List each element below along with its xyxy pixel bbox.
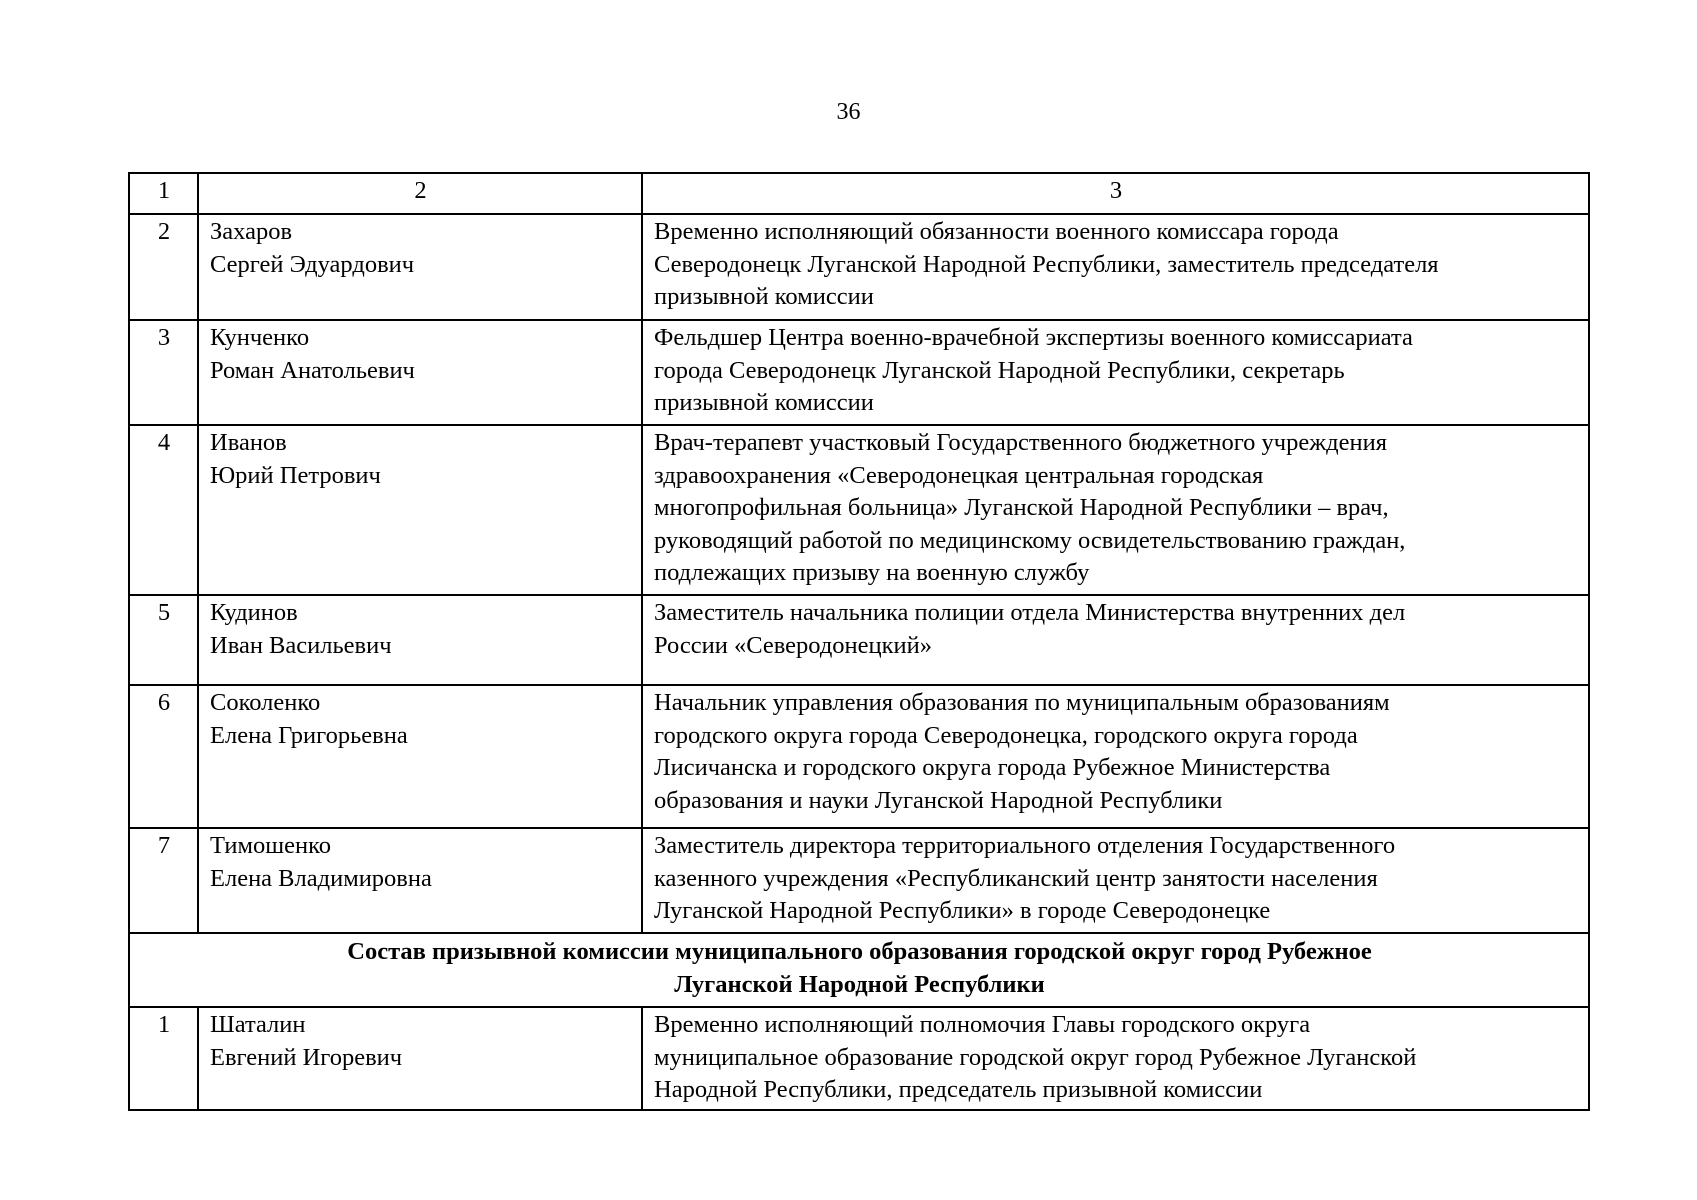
surname: Захаров (210, 218, 293, 245)
section-title-line: Луганской Народной Республики (674, 970, 1045, 998)
member-position (642, 320, 1589, 425)
column-number-3: 3 (642, 173, 1589, 214)
member-position (642, 214, 1589, 320)
position-line: Северодонецк Луганской Народной Республики, заместитель председателя (654, 250, 1439, 278)
member-name (198, 595, 642, 685)
row-number: 5 (129, 595, 198, 685)
position-line: Начальник управления образования по муниципальным образованиям (654, 689, 1390, 716)
member-position (642, 685, 1589, 828)
section-title (129, 933, 1589, 1007)
position-line: Луганской Народной Республики» в городе Северодонецке (654, 897, 1271, 924)
given-names: Елена Григорьевна (210, 721, 408, 749)
row-number: 3 (129, 320, 198, 425)
table-row (129, 828, 1589, 933)
row-number: 2 (129, 214, 198, 320)
position-line: многопрофильная больница» Луганской Народной Республики – врач, (654, 494, 1389, 521)
row-number: 6 (129, 685, 198, 828)
surname: Кунченко (210, 324, 310, 351)
position-line: Временно исполняющий обязанности военного комиссара города (654, 218, 1339, 245)
commission-table (128, 172, 1590, 1111)
surname: Тимошенко (210, 832, 331, 859)
position-line: муниципальное образование городской округ город Рубежное Луганской (654, 1043, 1417, 1071)
section-title-line: Состав призывной комиссии муниципального образования городской округ город Рубежное (347, 938, 1372, 965)
surname: Соколенко (210, 689, 321, 716)
member-position (642, 1007, 1589, 1110)
surname: Шаталин (210, 1011, 306, 1038)
given-names: Роман Анатольевич (210, 356, 415, 384)
position-line: Фельдшер Центра военно-врачебной экспертизы военного комиссариата (654, 324, 1413, 351)
position-line: призывной комиссии (654, 389, 874, 416)
table-row (129, 685, 1589, 828)
member-position (642, 595, 1589, 685)
row-number: 7 (129, 828, 198, 933)
given-names: Елена Владимировна (210, 864, 432, 892)
surname: Иванов (210, 429, 287, 456)
surname: Кудинов (210, 599, 298, 626)
page-number: 36 (836, 99, 861, 125)
section-heading-row (129, 933, 1589, 1007)
table-header-row (129, 173, 1589, 214)
table-row (129, 595, 1589, 685)
table-row (129, 320, 1589, 425)
member-name (198, 685, 642, 828)
member-name (198, 1007, 642, 1110)
position-line: образования и науки Луганской Народной Республики (654, 786, 1223, 814)
position-line: Народной Республики, председатель призывной комиссии (654, 1076, 1263, 1103)
position-line: здравоохранения «Северодонецкая центральная городская (654, 461, 1264, 489)
position-line: подлежащих призыву на военную службу (654, 559, 1090, 586)
position-line: руководящий работой по медицинскому освидетельствованию граждан, (654, 526, 1406, 554)
position-line: Временно исполняющий полномочия Главы городского округа (654, 1011, 1311, 1038)
given-names: Иван Васильевич (210, 631, 392, 659)
position-line: Лисичанска и городского округа города Рубежное Министерства (654, 754, 1331, 781)
position-line: России «Северодонецкий» (654, 631, 933, 659)
member-name (198, 214, 642, 320)
position-line: казенного учреждения «Республиканский центр занятости населения (654, 864, 1378, 892)
given-names: Сергей Эдуардович (210, 250, 415, 278)
position-line: города Северодонецк Луганской Народной Республики, секретарь (654, 356, 1345, 384)
member-position (642, 828, 1589, 933)
column-number-2: 2 (198, 173, 642, 214)
table-row (129, 1007, 1589, 1110)
member-position (642, 425, 1589, 595)
row-number: 4 (129, 425, 198, 595)
given-names: Юрий Петрович (210, 461, 381, 489)
position-line: Заместитель директора территориального отделения Государственного (654, 832, 1396, 859)
member-name (198, 828, 642, 933)
member-name (198, 425, 642, 595)
table-row (129, 214, 1589, 320)
position-line: городского округа города Северодонецка, городского округа города (654, 721, 1358, 749)
row-number: 1 (129, 1007, 198, 1110)
column-number-1: 1 (129, 173, 198, 214)
position-line: Врач-терапевт участковый Государственного бюджетного учреждения (654, 429, 1388, 456)
member-name (198, 320, 642, 425)
position-line: призывной комиссии (654, 283, 874, 310)
table-row (129, 425, 1589, 595)
given-names: Евгений Игоревич (210, 1043, 403, 1071)
position-line: Заместитель начальника полиции отдела Министерства внутренних дел (654, 599, 1406, 626)
